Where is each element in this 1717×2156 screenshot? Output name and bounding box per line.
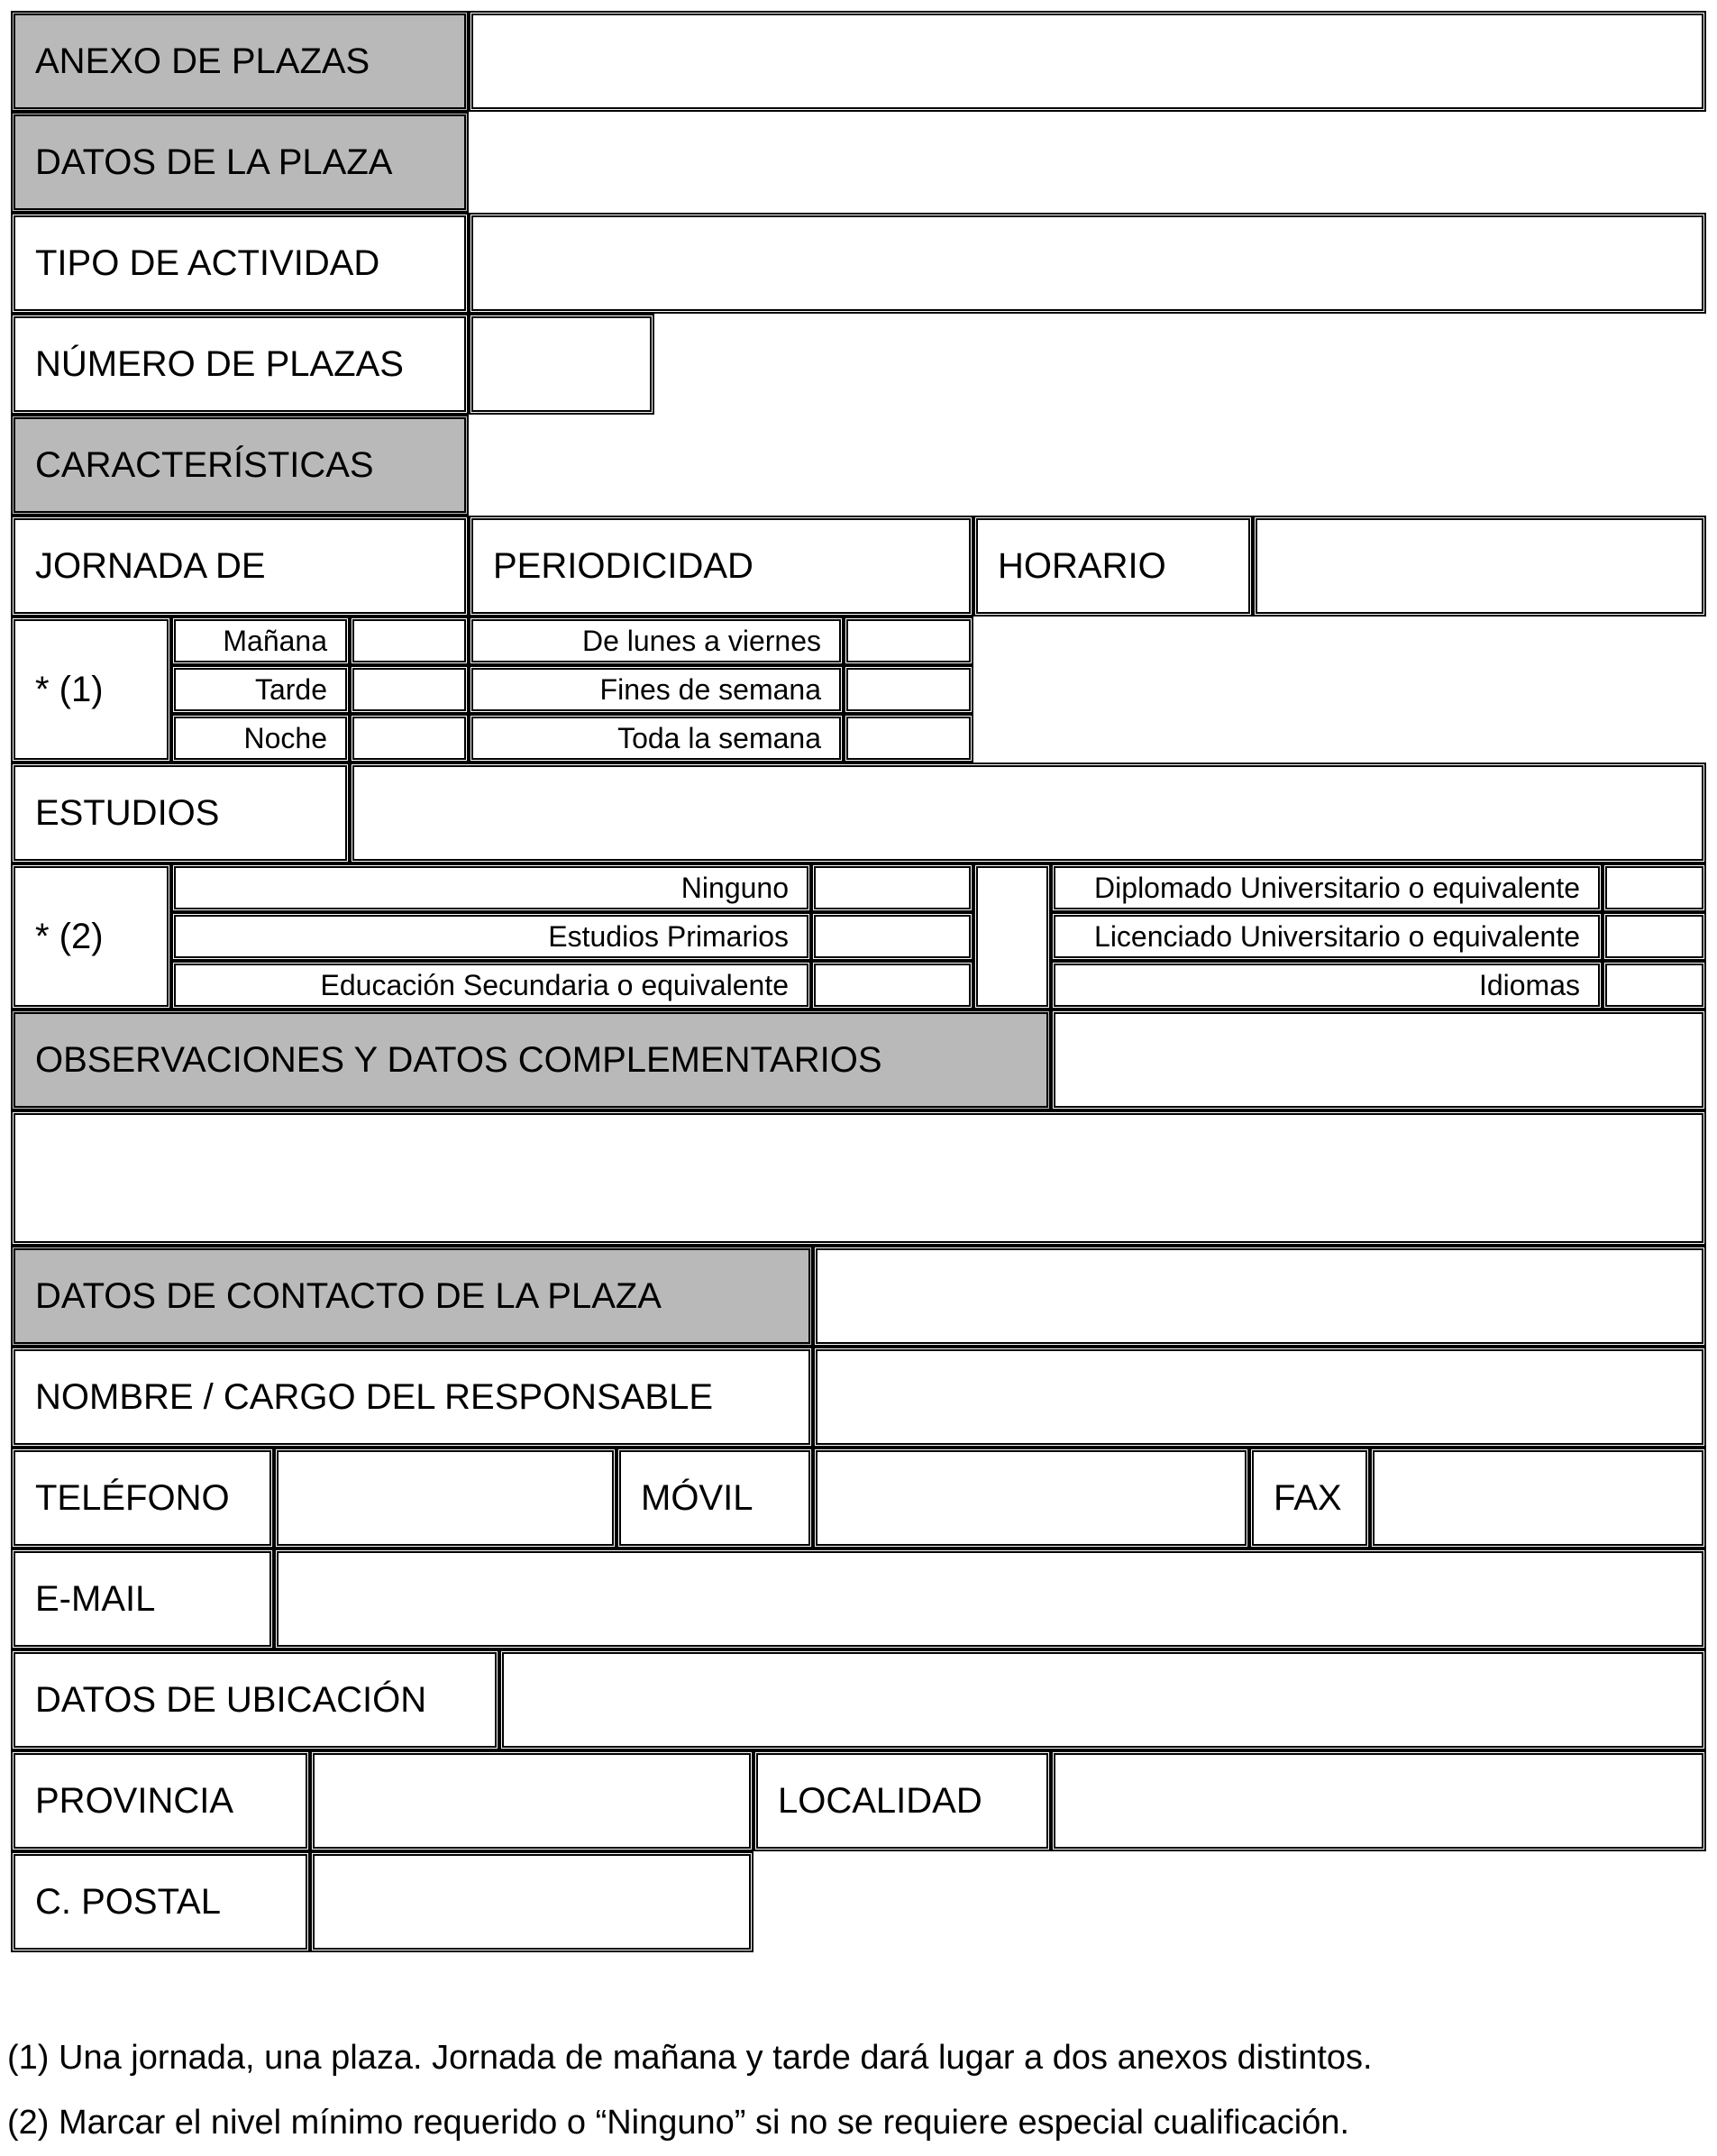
localidad-label: LOCALIDAD	[753, 1750, 1051, 1851]
section-contacto: DATOS DE CONTACTO DE LA PLAZA	[11, 1246, 813, 1347]
provincia-field[interactable]	[310, 1750, 753, 1851]
estudios-primarios-checkbox[interactable]	[811, 912, 973, 961]
footnote: (2) Marcar el nivel mínimo requerido o “Ninguno” si no se requiere especial cualificación.	[7, 2104, 1350, 2142]
ubicacion-label: DATOS DE UBICACIÓN	[11, 1649, 499, 1750]
estudios-option-label: Diplomado Universitario o equivalente	[1051, 863, 1603, 912]
estudios-field[interactable]	[350, 763, 1706, 863]
contacto-header-value	[813, 1246, 1706, 1347]
estudios-idiomas-checkbox[interactable]	[1603, 961, 1706, 1009]
periodicidad-option-label: Toda la semana	[469, 714, 844, 763]
horario-field[interactable]	[1253, 516, 1706, 617]
periodicidad-option-label: Fines de semana	[469, 665, 844, 714]
responsable-field[interactable]	[813, 1347, 1706, 1448]
footnote: (1) Una jornada, una plaza. Jornada de mañana y tarde dará lugar a dos anexos distintos.	[7, 2039, 1373, 2077]
localidad-field[interactable]	[1051, 1750, 1706, 1851]
estudios-ref: * (2)	[11, 863, 171, 1009]
telefono-field[interactable]	[274, 1448, 616, 1548]
fax-field[interactable]	[1370, 1448, 1706, 1548]
estudios-option-label: Estudios Primarios	[171, 912, 811, 961]
estudios-diplomado-checkbox[interactable]	[1603, 863, 1706, 912]
numero-plazas-label: NÚMERO DE PLAZAS	[11, 314, 469, 415]
jornada-option-label: Noche	[171, 714, 350, 763]
estudios-option-label: Ninguno	[171, 863, 811, 912]
numero-plazas-field[interactable]	[469, 314, 654, 415]
movil-label: MÓVIL	[616, 1448, 813, 1548]
jornada-label: JORNADA DE	[11, 516, 469, 617]
section-observaciones: OBSERVACIONES Y DATOS COMPLEMENTARIOS	[11, 1009, 1051, 1110]
form-title-value	[469, 11, 1706, 112]
email-field[interactable]	[274, 1548, 1706, 1649]
jornada-tarde-checkbox[interactable]	[350, 665, 469, 714]
periodicidad-fines-semana-checkbox[interactable]	[844, 665, 973, 714]
tipo-actividad-field[interactable]	[469, 213, 1706, 314]
periodicidad-option-label: De lunes a viernes	[469, 617, 844, 665]
observaciones-field[interactable]	[11, 1110, 1706, 1246]
jornada-noche-checkbox[interactable]	[350, 714, 469, 763]
estudios-label: ESTUDIOS	[11, 763, 350, 863]
cpostal-field[interactable]	[310, 1851, 753, 1952]
estudios-option-label: Educación Secundaria o equivalente	[171, 961, 811, 1009]
estudios-ninguno-checkbox[interactable]	[811, 863, 973, 912]
section-caracteristicas: CARACTERÍSTICAS	[11, 415, 469, 516]
provincia-label: PROVINCIA	[11, 1750, 310, 1851]
cpostal-label: C. POSTAL	[11, 1851, 310, 1952]
movil-field[interactable]	[813, 1448, 1249, 1548]
estudios-secundaria-checkbox[interactable]	[811, 961, 973, 1009]
periodicidad-label: PERIODICIDAD	[469, 516, 973, 617]
email-label: E-MAIL	[11, 1548, 274, 1649]
section-datos-plaza: DATOS DE LA PLAZA	[11, 112, 469, 213]
horario-label: HORARIO	[973, 516, 1253, 617]
jornada-option-label: Mañana	[171, 617, 350, 665]
estudios-option-label: Licenciado Universitario o equivalente	[1051, 912, 1603, 961]
jornada-option-label: Tarde	[171, 665, 350, 714]
form-title: ANEXO DE PLAZAS	[11, 11, 469, 112]
estudios-licenciado-checkbox[interactable]	[1603, 912, 1706, 961]
jornada-manana-checkbox[interactable]	[350, 617, 469, 665]
estudios-spacer	[973, 863, 1051, 1009]
ubicacion-field[interactable]	[499, 1649, 1706, 1750]
telefono-label: TELÉFONO	[11, 1448, 274, 1548]
responsable-label: NOMBRE / CARGO DEL RESPONSABLE	[11, 1347, 813, 1448]
observaciones-header-value	[1051, 1009, 1706, 1110]
fax-label: FAX	[1249, 1448, 1370, 1548]
tipo-actividad-label: TIPO DE ACTIVIDAD	[11, 213, 469, 314]
periodicidad-lunes-viernes-checkbox[interactable]	[844, 617, 973, 665]
estudios-option-label: Idiomas	[1051, 961, 1603, 1009]
jornada-ref: * (1)	[11, 617, 171, 763]
periodicidad-toda-semana-checkbox[interactable]	[844, 714, 973, 763]
